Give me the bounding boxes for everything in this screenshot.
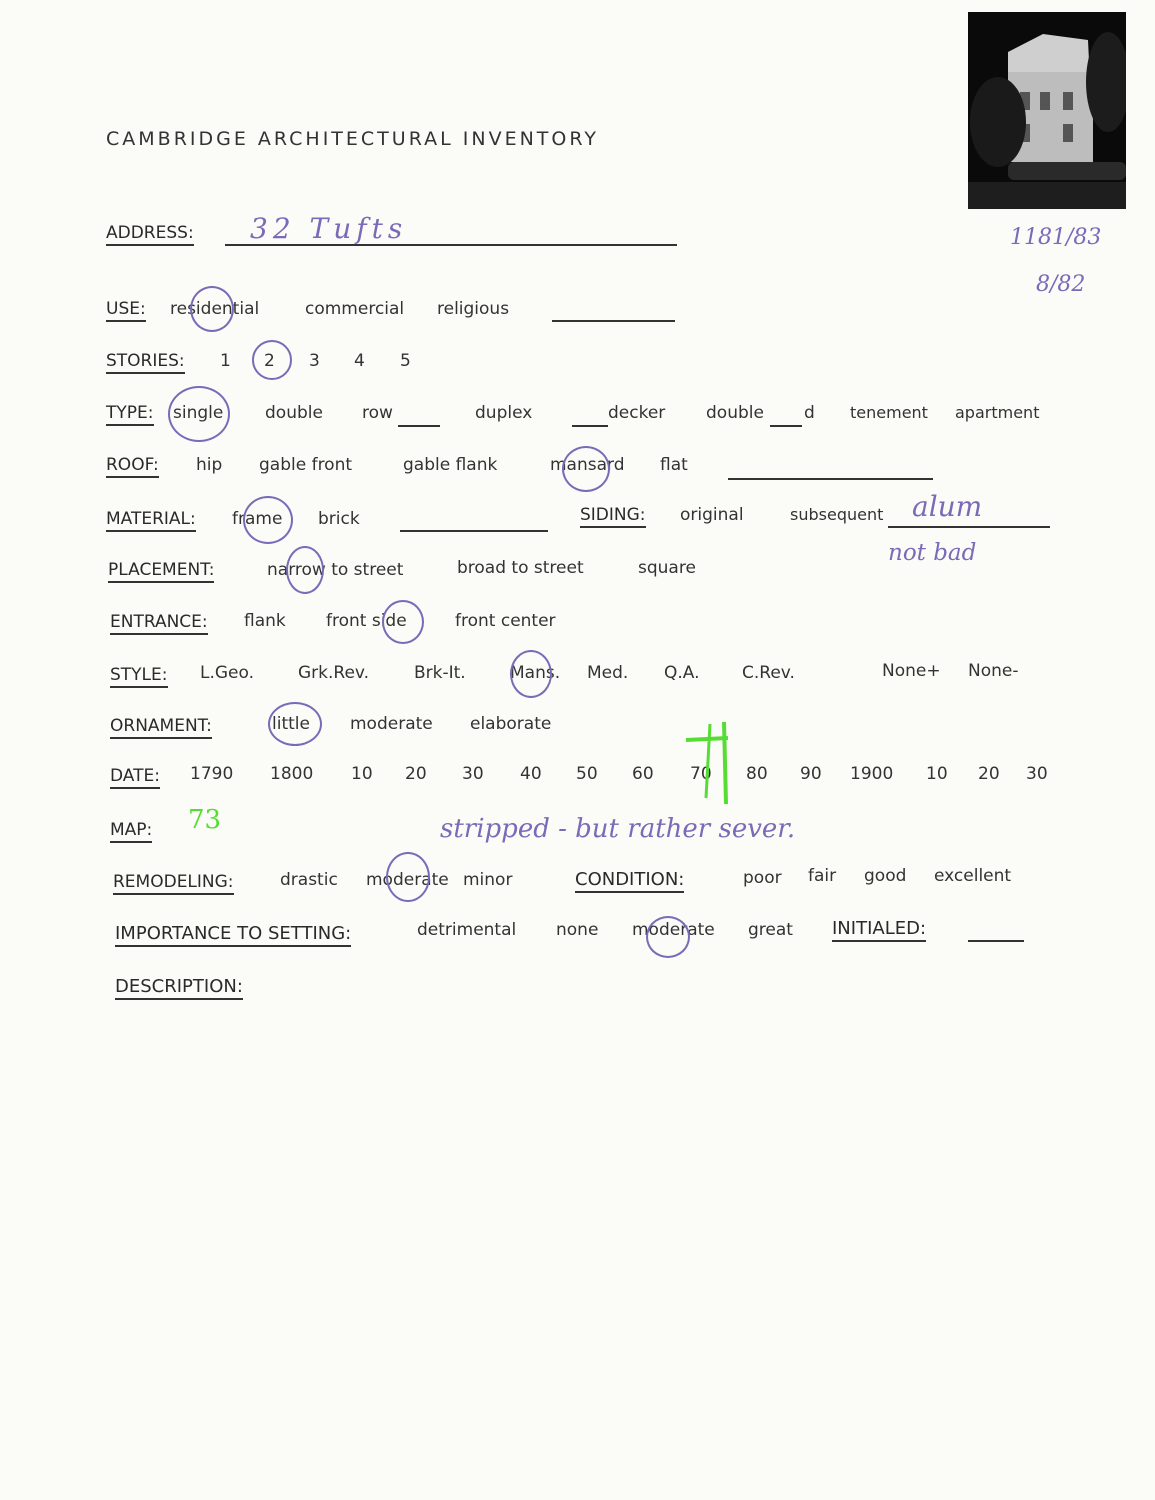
date-option-1800[interactable]: 1800: [270, 764, 314, 784]
circle-mark: [268, 702, 322, 746]
type-option-apartment[interactable]: apartment: [955, 403, 1040, 422]
date-option-1930[interactable]: 30: [1026, 764, 1048, 784]
style-option-mans[interactable]: Mans.: [510, 663, 561, 683]
initialed-label: INITIALED:: [832, 918, 926, 942]
type-option-double[interactable]: double: [265, 403, 323, 423]
type-row-line: [398, 425, 440, 427]
entrance-option-front-side[interactable]: front side: [326, 611, 407, 631]
type-option-single[interactable]: single: [173, 403, 224, 423]
importance-label: IMPORTANCE TO SETTING:: [115, 923, 351, 947]
stories-option-2[interactable]: 2: [264, 351, 275, 371]
use-option-religious[interactable]: religious: [437, 299, 510, 319]
style-option-brkit[interactable]: Brk-It.: [414, 663, 466, 683]
date-option-10[interactable]: 10: [351, 764, 373, 784]
use-other-line: [552, 320, 675, 322]
condition-option-fair[interactable]: fair: [808, 866, 837, 886]
roof-option-gable-front[interactable]: gable front: [259, 455, 353, 475]
entrance-label: ENTRANCE:: [110, 612, 208, 635]
roof-option-hip[interactable]: hip: [196, 455, 223, 475]
style-option-lgeo[interactable]: L.Geo.: [200, 663, 255, 683]
material-other-line: [400, 530, 548, 532]
placement-option-square[interactable]: square: [638, 558, 696, 578]
stories-option-4[interactable]: 4: [354, 351, 365, 371]
date-option-70[interactable]: 70: [690, 764, 712, 784]
style-option-crev[interactable]: C.Rev.: [742, 663, 795, 683]
circle-mark: [386, 852, 430, 902]
material-option-brick[interactable]: brick: [318, 509, 360, 529]
roof-option-flat[interactable]: flat: [660, 455, 688, 475]
remodeling-note: stripped - but rather sever.: [440, 814, 796, 844]
circle-mark: [252, 340, 292, 380]
map-value: 73: [188, 805, 222, 835]
condition-label: CONDITION:: [575, 869, 684, 893]
roof-option-gable-flank[interactable]: gable flank: [403, 455, 498, 475]
circle-mark: [286, 546, 324, 594]
siding-option-original[interactable]: original: [680, 505, 744, 525]
circle-mark: [646, 916, 690, 958]
style-option-grkrev[interactable]: Grk.Rev.: [298, 663, 370, 683]
stories-option-5[interactable]: 5: [400, 351, 411, 371]
siding-option-subsequent[interactable]: subsequent: [790, 505, 884, 524]
condition-option-good[interactable]: good: [864, 866, 907, 886]
importance-option-moderate[interactable]: moderate: [632, 920, 715, 940]
ornament-label: ORNAMENT:: [110, 716, 212, 739]
style-option-qa[interactable]: Q.A.: [664, 663, 700, 683]
circle-mark: [510, 650, 552, 698]
type-label: TYPE:: [106, 403, 154, 426]
form-title: CAMBRIDGE ARCHITECTURAL INVENTORY: [106, 128, 599, 150]
stories-option-3[interactable]: 3: [309, 351, 320, 371]
date-option-1920[interactable]: 20: [978, 764, 1000, 784]
roof-other-line: [728, 478, 933, 480]
address-label: ADDRESS:: [106, 223, 194, 246]
date-option-90[interactable]: 90: [800, 764, 822, 784]
date-option-1790[interactable]: 1790: [190, 764, 234, 784]
siding-note: not bad: [888, 540, 977, 566]
entrance-option-front-center[interactable]: front center: [455, 611, 556, 631]
date-option-30[interactable]: 30: [462, 764, 484, 784]
date-option-60[interactable]: 60: [632, 764, 654, 784]
style-option-none-plus[interactable]: None+: [882, 661, 941, 681]
type-option-tenement[interactable]: tenement: [850, 403, 928, 422]
type-decker-line: [572, 425, 608, 427]
date-option-1910[interactable]: 10: [926, 764, 948, 784]
date-option-80[interactable]: 80: [746, 764, 768, 784]
material-label: MATERIAL:: [106, 509, 196, 532]
placement-label: PLACEMENT:: [108, 560, 214, 583]
green-date-mark: [680, 718, 740, 808]
condition-option-excellent[interactable]: excellent: [934, 866, 1012, 886]
margin-note-1: 1181/83: [1010, 225, 1102, 250]
circle-mark: [243, 496, 293, 544]
type-option-duplex[interactable]: duplex: [475, 403, 533, 423]
use-option-commercial[interactable]: commercial: [305, 299, 405, 319]
date-option-20[interactable]: 20: [405, 764, 427, 784]
type-double-line: [770, 425, 802, 427]
siding-handwritten: alum: [912, 490, 983, 523]
circle-mark: [562, 446, 610, 492]
type-option-d[interactable]: d: [804, 403, 815, 423]
address-value: 32 Tufts: [250, 212, 408, 245]
date-label: DATE:: [110, 766, 160, 789]
siding-line: [888, 526, 1050, 528]
ornament-option-elaborate[interactable]: elaborate: [470, 714, 552, 734]
map-label: MAP:: [110, 820, 152, 843]
description-label: DESCRIPTION:: [115, 976, 243, 1000]
circle-mark: [190, 286, 234, 332]
remodeling-option-moderate[interactable]: moderate: [366, 870, 449, 890]
roof-option-mansard[interactable]: mansard: [550, 455, 625, 475]
initialed-line: [968, 940, 1024, 942]
importance-option-none[interactable]: none: [556, 920, 599, 940]
remodeling-option-minor[interactable]: minor: [463, 870, 513, 890]
remodeling-option-drastic[interactable]: drastic: [280, 870, 338, 890]
placement-option-broad[interactable]: broad to street: [457, 558, 584, 578]
ornament-option-little[interactable]: little: [272, 714, 310, 734]
stories-option-1[interactable]: 1: [220, 351, 231, 371]
date-option-50[interactable]: 50: [576, 764, 598, 784]
type-option-double-decker[interactable]: double: [706, 403, 764, 423]
style-option-med[interactable]: Med.: [587, 663, 629, 683]
date-option-1900[interactable]: 1900: [850, 764, 894, 784]
material-option-frame[interactable]: frame: [232, 509, 283, 529]
type-option-row[interactable]: row: [362, 403, 393, 423]
importance-option-great[interactable]: great: [748, 920, 793, 940]
style-label: STYLE:: [110, 665, 168, 688]
house-photo: [968, 12, 1126, 209]
date-option-40[interactable]: 40: [520, 764, 542, 784]
entrance-option-flank[interactable]: flank: [244, 611, 286, 631]
type-option-decker[interactable]: decker: [608, 403, 666, 423]
use-label: USE:: [106, 299, 146, 322]
placement-option-narrow[interactable]: narrow to street: [267, 560, 404, 580]
circle-mark: [382, 600, 424, 644]
margin-note-2: 8/82: [1036, 272, 1086, 297]
circle-mark: [168, 386, 230, 442]
style-option-none-minus[interactable]: None-: [968, 661, 1019, 681]
importance-option-detrimental[interactable]: detrimental: [417, 920, 517, 940]
ornament-option-moderate[interactable]: moderate: [350, 714, 433, 734]
siding-label: SIDING:: [580, 505, 646, 528]
stories-label: STORIES:: [106, 351, 185, 374]
use-option-residential[interactable]: residential: [170, 299, 260, 319]
roof-label: ROOF:: [106, 455, 159, 478]
remodeling-label: REMODELING:: [113, 872, 234, 895]
condition-option-poor[interactable]: poor: [743, 868, 782, 888]
